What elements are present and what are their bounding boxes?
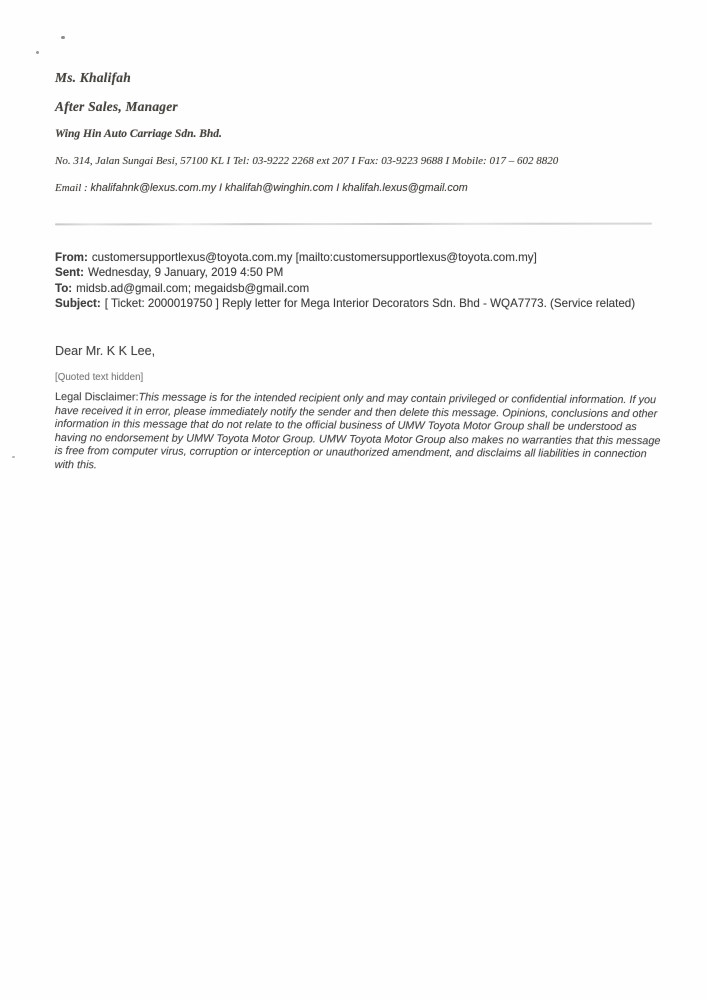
salutation: Dear Mr. K K Lee, — [55, 344, 156, 358]
scan-speck-artifact — [36, 51, 39, 54]
sender-company: Wing Hin Auto Carriage Sdn. Bhd. — [55, 128, 222, 140]
legal-disclaimer-label: Legal Disclaimer: — [54, 391, 139, 404]
quoted-text-hidden-note: [Quoted text hidden] — [55, 372, 144, 383]
email-header-block — [55, 250, 685, 312]
header-row-to — [55, 281, 685, 296]
header-row-from — [55, 250, 685, 265]
to-value: midsb.ad@gmail.com; megaidsb@gmail.com — [76, 281, 310, 295]
sender-email-addresses: khalifahnk@lexus.com.my I khalifah@winghin.com I khalifah.lexus@gmail.com — [90, 182, 468, 194]
scan-speck-artifact — [61, 36, 65, 39]
sender-signature-block — [55, 70, 675, 194]
sender-email-line — [55, 182, 675, 194]
legal-disclaimer-text: This message is for the intended recipient only and may contain privileged or confidential information. If you have received it in error, please immediately notify the sender and then delete this message. Opinions, conclusions and other information in this message that do not relate to the official business of UMW Toyota Motor Group shall be understood as having no endorsement by UMW Toyota Motor Group. UMW Toyota Motor Group also makes no warranties that this message is free from computer virus, corruption or interception or unauthorized amendment, and disclaims all liabilities in connection with this. — [54, 391, 661, 471]
sender-job-title: After Sales, Manager — [55, 99, 178, 114]
sent-label: Sent: — [55, 266, 84, 280]
scan-divider-line — [55, 223, 652, 226]
legal-disclaimer — [55, 391, 661, 475]
sender-name: Ms. Khalifah — [55, 70, 131, 85]
subject-label: Subject: — [55, 297, 101, 311]
sent-value: Wednesday, 9 January, 2019 4:50 PM — [87, 266, 284, 280]
sender-address-contact-line: No. 314, Jalan Sungai Besi, 57100 KL I Tel: 03-9222 2268 ext 207 I Fax: 03-9223 9688 I Mobile: 017 – 602 8820 — [55, 155, 559, 167]
email-label: Email : — [55, 182, 88, 194]
from-value: customersupportlexus@toyota.com.my [mailto:customersupportlexus@toyota.com.my] — [91, 251, 537, 264]
header-row-subject — [55, 296, 685, 311]
from-label: From: — [55, 251, 88, 264]
scan-speck-artifact — [12, 456, 15, 458]
subject-value: [ Ticket: 2000019750 ] Reply letter for Mega Interior Decorators Sdn. Bhd - WQA7773. (Service related) — [104, 297, 636, 311]
header-row-sent — [55, 265, 685, 280]
to-label: To: — [55, 281, 73, 295]
